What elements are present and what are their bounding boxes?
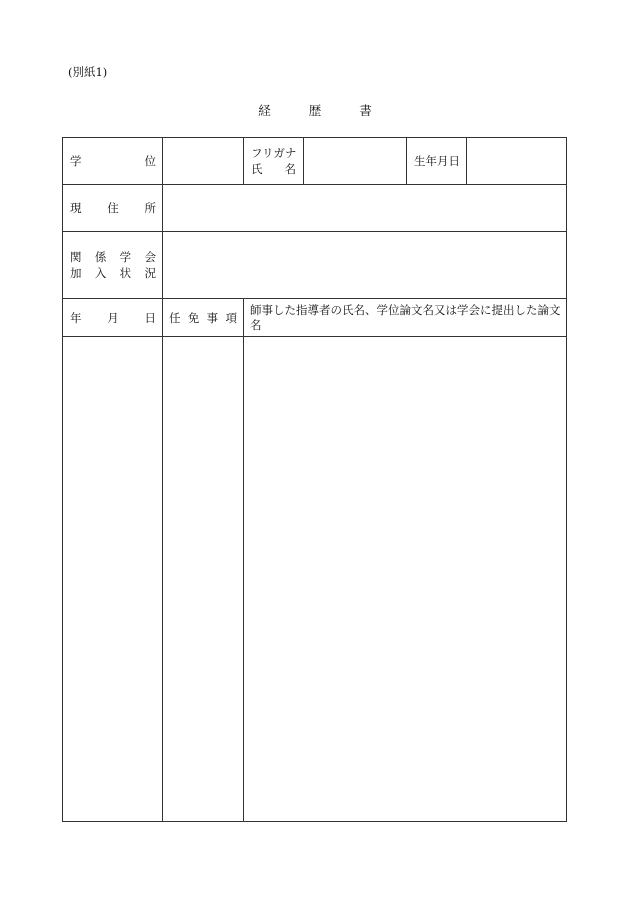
degree-label bbox=[70, 154, 156, 168]
society-label-char: 関 bbox=[70, 250, 82, 264]
date-header-char: 月 bbox=[107, 311, 119, 325]
appointment-column-header bbox=[169, 311, 237, 325]
column-divider bbox=[243, 138, 244, 184]
column-divider bbox=[406, 138, 407, 184]
appointment-entry-area[interactable] bbox=[163, 337, 243, 821]
birthdate-value-field[interactable] bbox=[467, 138, 566, 184]
title-char: 書 bbox=[359, 103, 372, 118]
society-label-line2 bbox=[70, 266, 156, 280]
document-title bbox=[0, 101, 630, 119]
address-label bbox=[70, 201, 156, 215]
address-label-char: 住 bbox=[107, 201, 119, 215]
society-label-char: 入 bbox=[94, 266, 107, 280]
date-column-header bbox=[70, 311, 156, 325]
name-label bbox=[251, 162, 296, 176]
address-value-field[interactable] bbox=[163, 185, 566, 231]
appointment-header-char: 任 bbox=[169, 311, 181, 325]
society-label-char: 状 bbox=[119, 266, 132, 280]
society-value-field[interactable] bbox=[163, 232, 566, 298]
mentor-column-header: 師事した指導者の氏名、学位論文名又は学会に提出した論文名 bbox=[250, 303, 561, 332]
row-divider bbox=[63, 298, 566, 299]
appointment-header-char: 免 bbox=[187, 311, 200, 325]
society-label-char: 会 bbox=[144, 250, 156, 264]
title-char: 経 bbox=[258, 103, 271, 118]
address-label-char: 現 bbox=[70, 201, 82, 215]
degree-label-char: 位 bbox=[144, 154, 156, 168]
date-entry-area[interactable] bbox=[63, 337, 162, 821]
appointment-header-char: 項 bbox=[225, 311, 237, 325]
name-label-char: 氏 bbox=[251, 162, 263, 176]
date-header-char: 年 bbox=[70, 311, 82, 325]
degree-label-char: 学 bbox=[70, 154, 82, 168]
degree-value-field[interactable] bbox=[163, 138, 243, 184]
resume-form bbox=[62, 137, 567, 822]
society-label-line1 bbox=[70, 250, 156, 264]
mentor-entry-area[interactable] bbox=[244, 337, 566, 821]
name-label-char: 名 bbox=[284, 162, 296, 176]
society-label-char: 況 bbox=[144, 266, 156, 280]
birthdate-label: 生年月日 bbox=[414, 154, 460, 168]
title-char: 歴 bbox=[308, 103, 322, 118]
name-value-field[interactable] bbox=[304, 138, 406, 184]
annex-label: (別紙1) bbox=[68, 65, 108, 79]
society-label-char: 加 bbox=[70, 266, 82, 280]
society-label-char: 係 bbox=[94, 250, 107, 264]
date-header-char: 日 bbox=[144, 311, 156, 325]
appointment-header-char: 事 bbox=[206, 311, 219, 325]
address-label-char: 所 bbox=[144, 201, 156, 215]
society-label-char: 学 bbox=[119, 250, 132, 264]
furigana-label: フリガナ bbox=[251, 146, 297, 160]
